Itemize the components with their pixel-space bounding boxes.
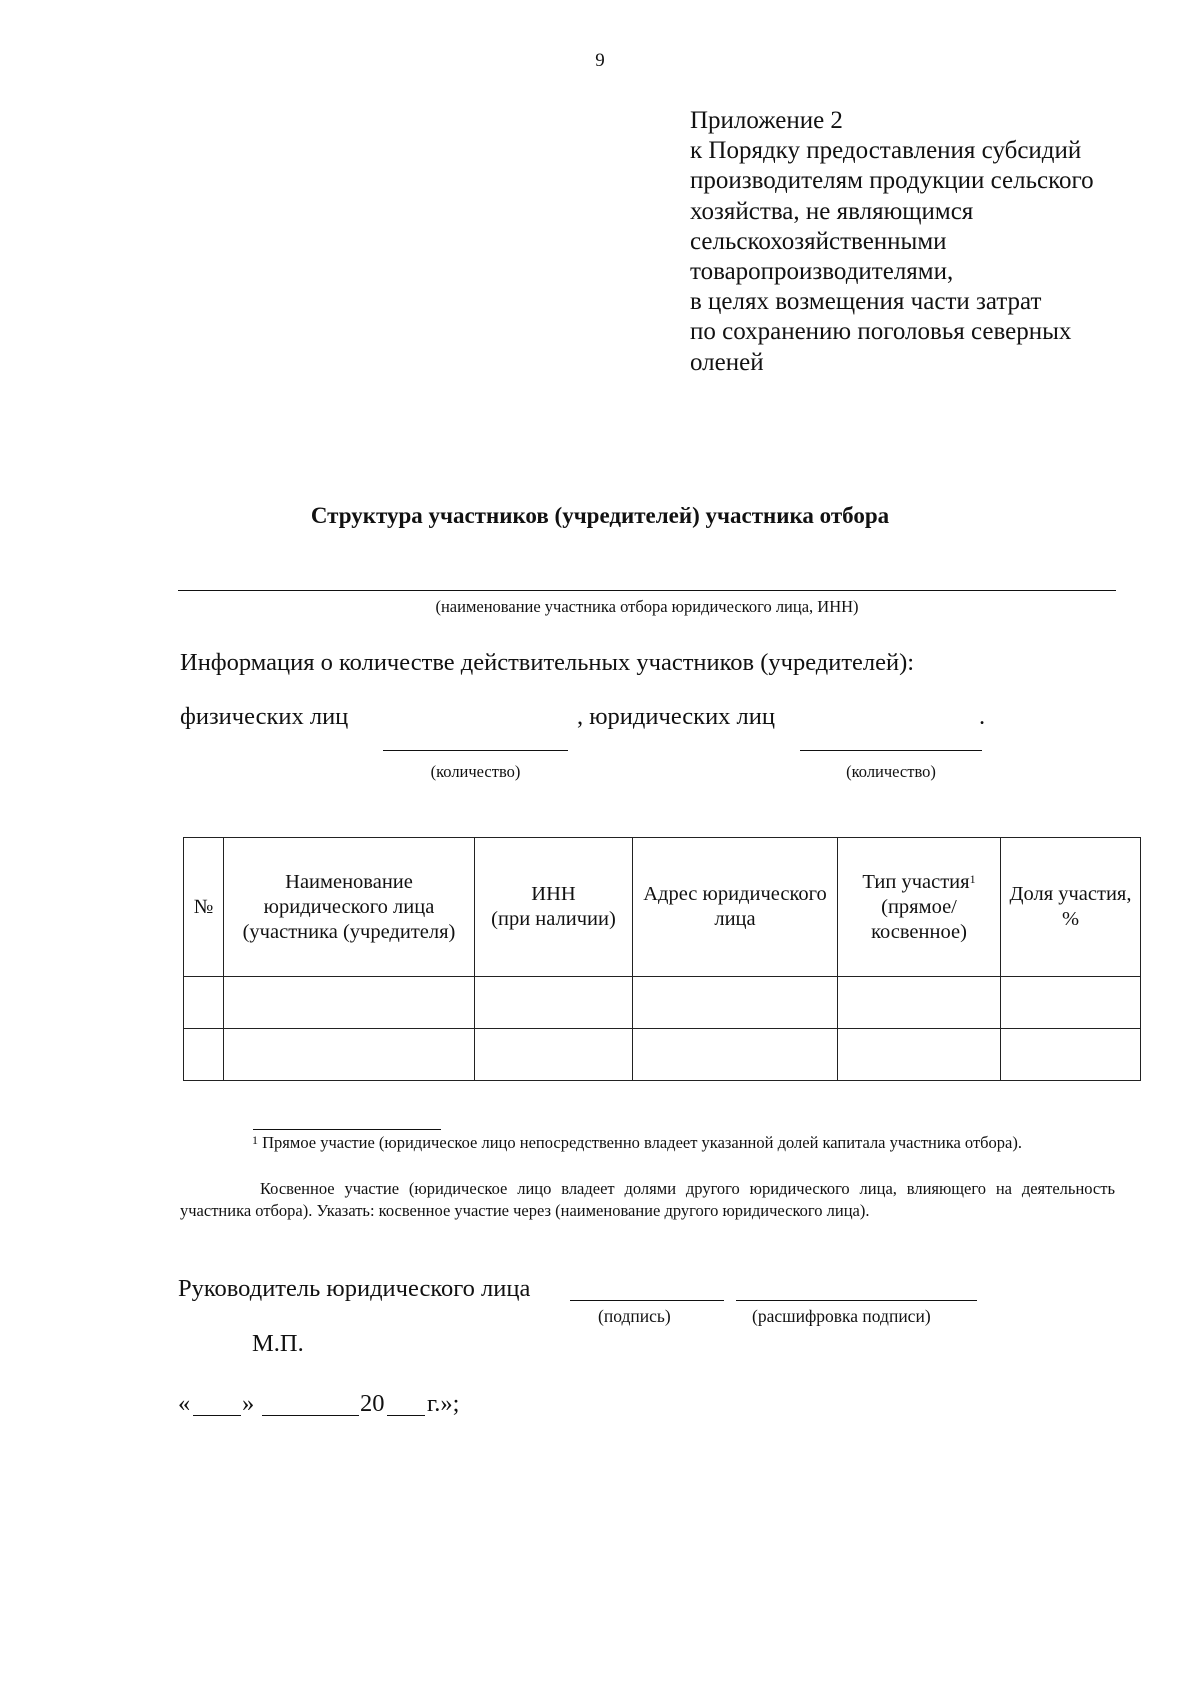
table-cell: [838, 977, 1001, 1029]
table-cell: [633, 977, 838, 1029]
header-type-label: Тип участия: [862, 870, 970, 893]
head-signature-label: Руководитель юридического лица: [178, 1275, 531, 1302]
date-open-quote: «: [178, 1390, 191, 1417]
appendix-line: хозяйства, не являющимся: [690, 197, 974, 225]
header-participation-type: [838, 838, 1001, 977]
date-month-line: [262, 1415, 359, 1416]
participant-name-caption: (наименование участника отбора юридического лица, ИНН): [435, 597, 859, 616]
table-cell: [633, 1029, 838, 1081]
appendix-line: Приложение 2: [690, 107, 843, 134]
table-row: [184, 977, 1141, 1029]
footnote-separator: [253, 1129, 441, 1130]
signature-line: [570, 1300, 724, 1301]
table-cell: [475, 1029, 633, 1081]
header-address: Адрес юридического лица: [633, 838, 838, 977]
table-header-row: [184, 838, 1141, 977]
appendix-line: оленей: [690, 348, 764, 376]
signature-caption: (подпись): [598, 1306, 671, 1326]
individuals-label: физических лиц: [180, 703, 349, 730]
date-day-line: [193, 1415, 241, 1416]
table-cell: [184, 1029, 224, 1081]
signature-decoding-line: [736, 1300, 977, 1301]
appendix-line: в целях возмещения части затрат: [690, 288, 1042, 316]
header-type-note: (прямое/ косвенное): [871, 895, 967, 943]
stamp-placeholder: М.П.: [252, 1330, 304, 1357]
footnote-direct-text: Прямое участие (юридическое лицо непосредственно владеет указанной долей капитала участника отбора).: [262, 1133, 1022, 1152]
footnote-direct: [180, 1132, 1115, 1154]
table-cell: [475, 977, 633, 1029]
footnote-marker: 1: [252, 1133, 258, 1147]
table-cell: [838, 1029, 1001, 1081]
document-title: Структура участников (учредителей) участника отбора: [310, 503, 890, 528]
header-share: Доля участия, %: [1001, 838, 1141, 977]
header-inn: [475, 838, 633, 977]
appendix-line: сельскохозяйственными: [690, 227, 947, 255]
table-cell: [224, 1029, 475, 1081]
info-heading: Информация о количестве действительных участников (учредителей):: [180, 649, 915, 676]
quantity-caption: (количество): [846, 762, 936, 781]
table-cell: [224, 977, 475, 1029]
individuals-count-line: [383, 750, 568, 751]
footnote-ref: 1: [969, 871, 976, 886]
page-number: 9: [595, 50, 605, 71]
appendix-line: по сохранению поголовья северных: [690, 318, 1072, 346]
appendix-line: к Порядку предоставления субсидий: [690, 137, 1082, 165]
header-inn-note: (при наличии): [491, 908, 616, 930]
header-inn-label: ИНН: [531, 883, 576, 905]
table-cell: [1001, 1029, 1141, 1081]
quantity-caption: (количество): [430, 762, 521, 781]
date-year-suffix: г.»;: [427, 1390, 460, 1417]
legal-entities-label: , юридических лиц: [577, 703, 776, 730]
legal-count-line: [800, 750, 982, 751]
table-cell: [1001, 977, 1141, 1029]
header-entity-name: Наименование юридического лица (участника (учредителя): [224, 838, 475, 977]
appendix-line: товаропроизводителями,: [690, 258, 954, 286]
participant-name-line: [178, 590, 1116, 591]
date-close-quote: »: [242, 1390, 255, 1417]
table-row: [184, 1029, 1141, 1081]
participants-table: [183, 837, 1141, 1081]
date-year-line: [387, 1415, 425, 1416]
signature-decoding-caption: (расшифровка подписи): [752, 1306, 931, 1326]
footnote-indirect: Косвенное участие (юридическое лицо владеет долями другого юридического лица, влияющего на деятельность участника отбора). Указать: косвенное участие через (наименование другого юридического лица).: [180, 1179, 1115, 1220]
period-mark: .: [979, 703, 986, 730]
appendix-line: производителям продукции сельского: [690, 167, 1094, 195]
header-number: №: [184, 838, 224, 977]
appendix-note: [690, 106, 1160, 378]
date-year-prefix: 20: [360, 1390, 385, 1417]
table-cell: [184, 977, 224, 1029]
